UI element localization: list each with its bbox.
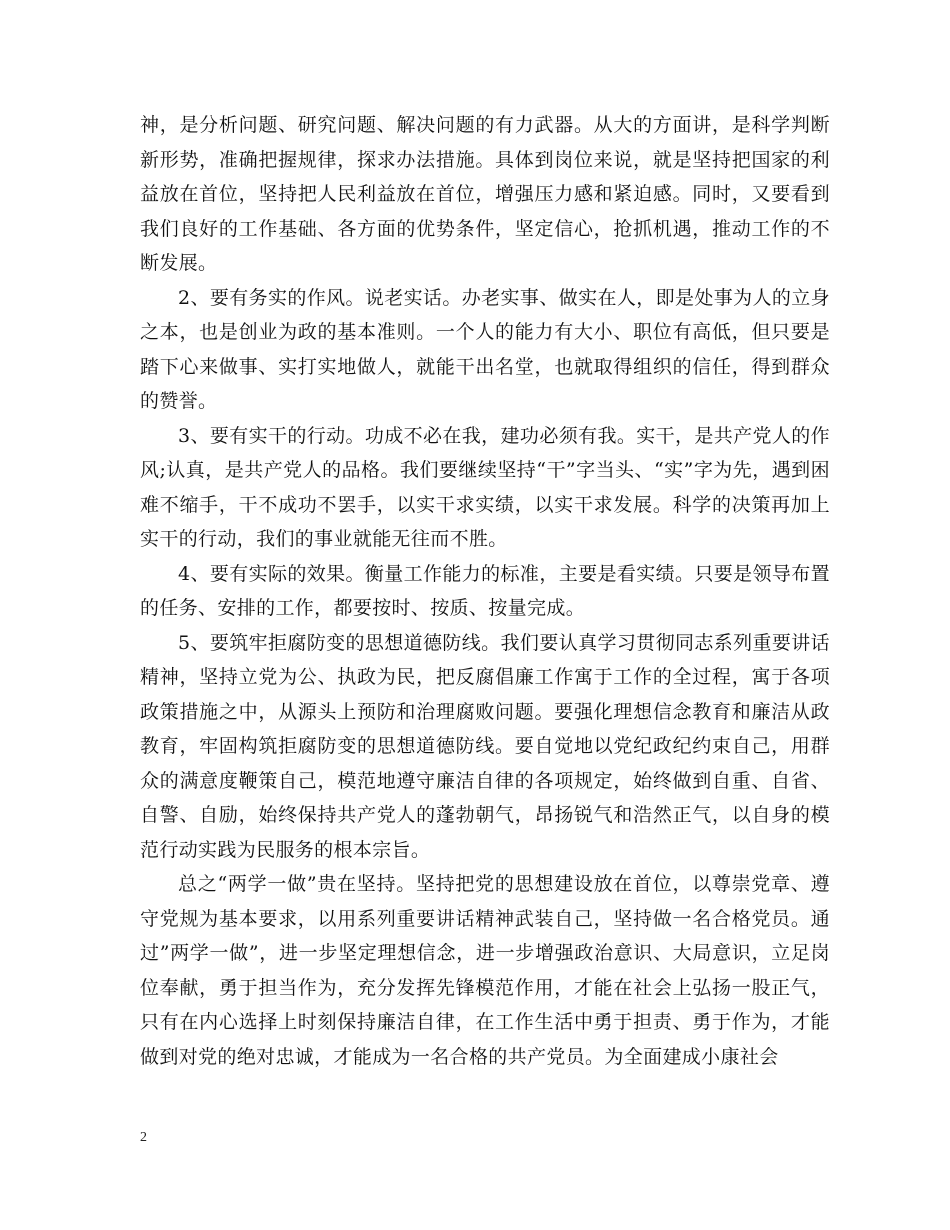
page-number: 2 bbox=[140, 1130, 147, 1145]
paragraph-1: 神，是分析问题、研究问题、解决问题的有力武器。从大的方面讲，是科学判断新形势，准确把握规律，探求办法措施。具体到岗位来说，就是坚持把国家的利益放在首位，坚持把人民利益放在首位，增强压力感和紧迫感。同时，又要看到我们良好的工作基础、各方面的优势条件，坚定信心，抢抓机遇，推动工作的不断发展。 bbox=[140, 114, 830, 274]
paragraph-3: 3、要有实干的行动。功成不必在我，建功必须有我。实干，是共产党人的作风;认真，是共产党人的品格。我们要继续坚持“干”字当头、“实”字为先，遇到困难不缩手，干不成功不罢手，以实干求实绩，以实干求发展。科学的决策再加上实干的行动，我们的事业就能无往而不胜。 bbox=[140, 424, 830, 550]
document-body bbox=[140, 108, 830, 1074]
paragraph-4: 4、要有实际的效果。衡量工作能力的标准，主要是看实绩。只要是领导布置的任务、安排的工作，都要按时、按质、按量完成。 bbox=[140, 562, 830, 619]
paragraph-6: 总之“两学一做”贵在坚持。坚持把党的思想建设放在首位，以尊崇党章、遵守党规为基本要求，以用系列重要讲话精神武装自己，坚持做一名合格党员。通过”两学一做”，进一步坚定理想信念，进一步增强政治意识、大局意识，立足岗位奉献，勇于担当作为，充分发挥先锋模范作用，才能在社会上弘扬一股正气，只有在内心选择上时刻保持廉洁自律，在工作生活中勇于担责、勇于作为，才能做到对党的绝对忠诚，才能成为一名合格的共产党员。为全面建成小康社会 bbox=[140, 873, 830, 1068]
paragraph-5: 5、要筑牢拒腐防变的思想道德防线。我们要认真学习贯彻同志系列重要讲话精神，坚持立党为公、执政为民，把反腐倡廉工作寓于工作的全过程，寓于各项政策措施之中，从源头上预防和治理腐败问题。要强化理想信念教育和廉洁从政教育，牢固构筑拒腐防变的思想道德防线。要自觉地以党纪政纪约束自己，用群众的满意度鞭策自己，模范地遵守廉洁自律的各项规定，始终做到自重、自省、自警、自励，始终保持共产党人的蓬勃朝气，昂扬锐气和浩然正气，以自身的模范行动实践为民服务的根本宗旨。 bbox=[140, 631, 830, 861]
paragraph-2: 2、要有务实的作风。说老实话。办老实事、做实在人，即是处事为人的立身之本，也是创业为政的基本准则。一个人的能力有大小、职位有高低，但只要是踏下心来做事、实打实地做人，就能干出名堂，也就取得组织的信任，得到群众的赞誉。 bbox=[140, 286, 830, 412]
